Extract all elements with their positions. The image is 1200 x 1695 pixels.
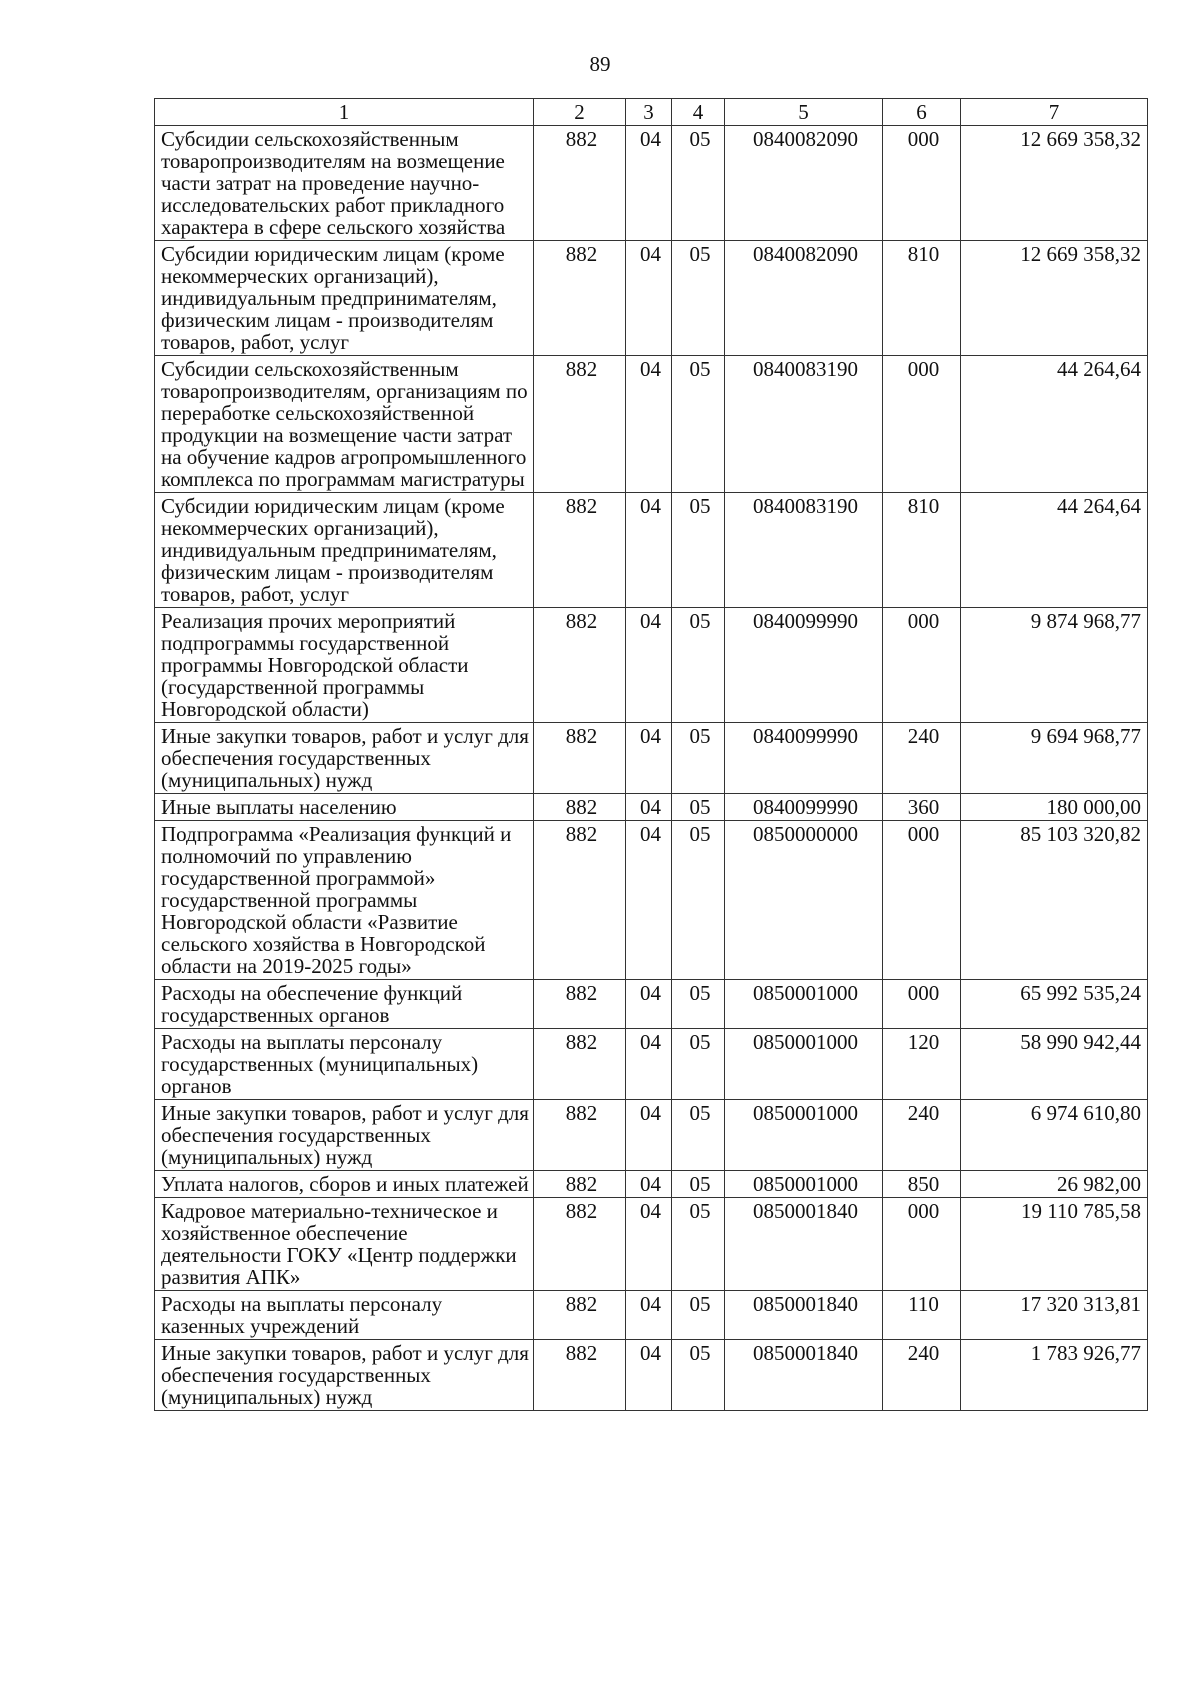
amount-cell: 85 103 320,82 <box>961 821 1148 980</box>
subsection-code-cell: 05 <box>672 126 725 241</box>
table-header-row <box>155 99 1148 126</box>
ministry-code-cell: 882 <box>534 126 626 241</box>
subsection-code-cell: 05 <box>672 723 725 794</box>
table-row <box>155 493 1148 608</box>
target-article-cell: 0850001000 <box>725 1100 883 1171</box>
ministry-code-cell: 882 <box>534 493 626 608</box>
ministry-code-cell: 882 <box>534 1171 626 1198</box>
section-code-cell: 04 <box>626 241 672 356</box>
ministry-code-cell: 882 <box>534 1198 626 1291</box>
target-article-cell: 0850001840 <box>725 1198 883 1291</box>
expense-type-cell: 240 <box>883 723 961 794</box>
expense-type-cell: 000 <box>883 1198 961 1291</box>
section-code-cell: 04 <box>626 126 672 241</box>
ministry-code-cell: 882 <box>534 723 626 794</box>
table-row <box>155 241 1148 356</box>
amount-cell: 9 694 968,77 <box>961 723 1148 794</box>
table-row <box>155 794 1148 821</box>
table-row <box>155 1291 1148 1340</box>
section-code-cell: 04 <box>626 1171 672 1198</box>
subsection-code-cell: 05 <box>672 356 725 493</box>
row-name-cell: Реализация прочих мероприятий подпрограммы государственной программы Новгородской области (государственной программы Новгородской области) <box>155 608 534 723</box>
amount-cell: 180 000,00 <box>961 794 1148 821</box>
expense-type-cell: 120 <box>883 1029 961 1100</box>
section-code-cell: 04 <box>626 1100 672 1171</box>
table-body <box>155 99 1148 1411</box>
amount-cell: 44 264,64 <box>961 356 1148 493</box>
ministry-code-cell: 882 <box>534 794 626 821</box>
table-row <box>155 1100 1148 1171</box>
expense-type-cell: 240 <box>883 1100 961 1171</box>
ministry-code-cell: 882 <box>534 821 626 980</box>
amount-cell: 12 669 358,32 <box>961 241 1148 356</box>
ministry-code-cell: 882 <box>534 356 626 493</box>
expense-type-cell: 360 <box>883 794 961 821</box>
subsection-code-cell: 05 <box>672 493 725 608</box>
target-article-cell: 0840083190 <box>725 493 883 608</box>
target-article-cell: 0850001000 <box>725 1171 883 1198</box>
column-header: 4 <box>672 99 725 126</box>
section-code-cell: 04 <box>626 1340 672 1411</box>
section-code-cell: 04 <box>626 723 672 794</box>
row-name-cell: Подпрограмма «Реализация функций и полномочий по управлению государственной программой» государственной программы Новгородской области «Развитие сельского хозяйства в Новгородской области на 2019-2025 годы» <box>155 821 534 980</box>
row-name-cell: Субсидии сельскохозяйственным товаропроизводителям, организациям по переработке сельскохозяйственной продукции на возмещение части затрат на обучение кадров агропромышленного комплекса по программам магистратуры <box>155 356 534 493</box>
target-article-cell: 0850001840 <box>725 1340 883 1411</box>
column-header: 3 <box>626 99 672 126</box>
section-code-cell: 04 <box>626 608 672 723</box>
subsection-code-cell: 05 <box>672 241 725 356</box>
expense-type-cell: 810 <box>883 241 961 356</box>
ministry-code-cell: 882 <box>534 1291 626 1340</box>
subsection-code-cell: 05 <box>672 1100 725 1171</box>
expense-type-cell: 000 <box>883 608 961 723</box>
section-code-cell: 04 <box>626 794 672 821</box>
row-name-cell: Иные закупки товаров, работ и услуг для обеспечения государственных (муниципальных) нужд <box>155 1340 534 1411</box>
column-header: 5 <box>725 99 883 126</box>
row-name-cell: Расходы на выплаты персоналу государственных (муниципальных) органов <box>155 1029 534 1100</box>
expense-type-cell: 810 <box>883 493 961 608</box>
row-name-cell: Субсидии сельскохозяйственным товаропроизводителям на возмещение части затрат на проведение научно-исследовательских работ прикладного характера в сфере сельского хозяйства <box>155 126 534 241</box>
ministry-code-cell: 882 <box>534 1100 626 1171</box>
expense-type-cell: 000 <box>883 356 961 493</box>
section-code-cell: 04 <box>626 1029 672 1100</box>
subsection-code-cell: 05 <box>672 1340 725 1411</box>
target-article-cell: 0850001840 <box>725 1291 883 1340</box>
ministry-code-cell: 882 <box>534 1340 626 1411</box>
table-row <box>155 980 1148 1029</box>
budget-table <box>154 98 1148 1411</box>
subsection-code-cell: 05 <box>672 821 725 980</box>
target-article-cell: 0850001000 <box>725 980 883 1029</box>
target-article-cell: 0850001000 <box>725 1029 883 1100</box>
section-code-cell: 04 <box>626 1198 672 1291</box>
row-name-cell: Субсидии юридическим лицам (кроме некоммерческих организаций), индивидуальным предпринимателям, физическим лицам - производителям товаров, работ, услуг <box>155 241 534 356</box>
column-header: 1 <box>155 99 534 126</box>
page-number: 89 <box>589 52 611 76</box>
target-article-cell: 0840099990 <box>725 794 883 821</box>
target-article-cell: 0850000000 <box>725 821 883 980</box>
column-header: 7 <box>961 99 1148 126</box>
amount-cell: 9 874 968,77 <box>961 608 1148 723</box>
target-article-cell: 0840099990 <box>725 723 883 794</box>
amount-cell: 58 990 942,44 <box>961 1029 1148 1100</box>
amount-cell: 26 982,00 <box>961 1171 1148 1198</box>
row-name-cell: Субсидии юридическим лицам (кроме некоммерческих организаций), индивидуальным предпринимателям, физическим лицам - производителям товаров, работ, услуг <box>155 493 534 608</box>
row-name-cell: Кадровое материально-техническое и хозяйственное обеспечение деятельности ГОКУ «Центр поддержки развития АПК» <box>155 1198 534 1291</box>
subsection-code-cell: 05 <box>672 1171 725 1198</box>
section-code-cell: 04 <box>626 493 672 608</box>
table-row <box>155 356 1148 493</box>
target-article-cell: 0840082090 <box>725 126 883 241</box>
row-name-cell: Уплата налогов, сборов и иных платежей <box>155 1171 534 1198</box>
table-row <box>155 821 1148 980</box>
subsection-code-cell: 05 <box>672 1029 725 1100</box>
expense-type-cell: 000 <box>883 821 961 980</box>
expense-type-cell: 850 <box>883 1171 961 1198</box>
row-name-cell: Иные закупки товаров, работ и услуг для обеспечения государственных (муниципальных) нужд <box>155 723 534 794</box>
amount-cell: 17 320 313,81 <box>961 1291 1148 1340</box>
table-row <box>155 1198 1148 1291</box>
amount-cell: 65 992 535,24 <box>961 980 1148 1029</box>
table-row <box>155 126 1148 241</box>
target-article-cell: 0840083190 <box>725 356 883 493</box>
table-row <box>155 1029 1148 1100</box>
ministry-code-cell: 882 <box>534 241 626 356</box>
row-name-cell: Расходы на обеспечение функций государственных органов <box>155 980 534 1029</box>
section-code-cell: 04 <box>626 980 672 1029</box>
section-code-cell: 04 <box>626 356 672 493</box>
table-row <box>155 723 1148 794</box>
amount-cell: 44 264,64 <box>961 493 1148 608</box>
amount-cell: 19 110 785,58 <box>961 1198 1148 1291</box>
ministry-code-cell: 882 <box>534 980 626 1029</box>
table-row <box>155 1171 1148 1198</box>
table-row <box>155 608 1148 723</box>
row-name-cell: Иные закупки товаров, работ и услуг для обеспечения государственных (муниципальных) нужд <box>155 1100 534 1171</box>
column-header: 2 <box>534 99 626 126</box>
expense-type-cell: 110 <box>883 1291 961 1340</box>
section-code-cell: 04 <box>626 1291 672 1340</box>
subsection-code-cell: 05 <box>672 980 725 1029</box>
expense-type-cell: 240 <box>883 1340 961 1411</box>
row-name-cell: Иные выплаты населению <box>155 794 534 821</box>
ministry-code-cell: 882 <box>534 1029 626 1100</box>
subsection-code-cell: 05 <box>672 1198 725 1291</box>
section-code-cell: 04 <box>626 821 672 980</box>
table-row <box>155 1340 1148 1411</box>
subsection-code-cell: 05 <box>672 794 725 821</box>
target-article-cell: 0840082090 <box>725 241 883 356</box>
column-header: 6 <box>883 99 961 126</box>
ministry-code-cell: 882 <box>534 608 626 723</box>
amount-cell: 12 669 358,32 <box>961 126 1148 241</box>
row-name-cell: Расходы на выплаты персоналу казенных учреждений <box>155 1291 534 1340</box>
expense-type-cell: 000 <box>883 126 961 241</box>
expense-type-cell: 000 <box>883 980 961 1029</box>
subsection-code-cell: 05 <box>672 608 725 723</box>
subsection-code-cell: 05 <box>672 1291 725 1340</box>
amount-cell: 6 974 610,80 <box>961 1100 1148 1171</box>
target-article-cell: 0840099990 <box>725 608 883 723</box>
amount-cell: 1 783 926,77 <box>961 1340 1148 1411</box>
